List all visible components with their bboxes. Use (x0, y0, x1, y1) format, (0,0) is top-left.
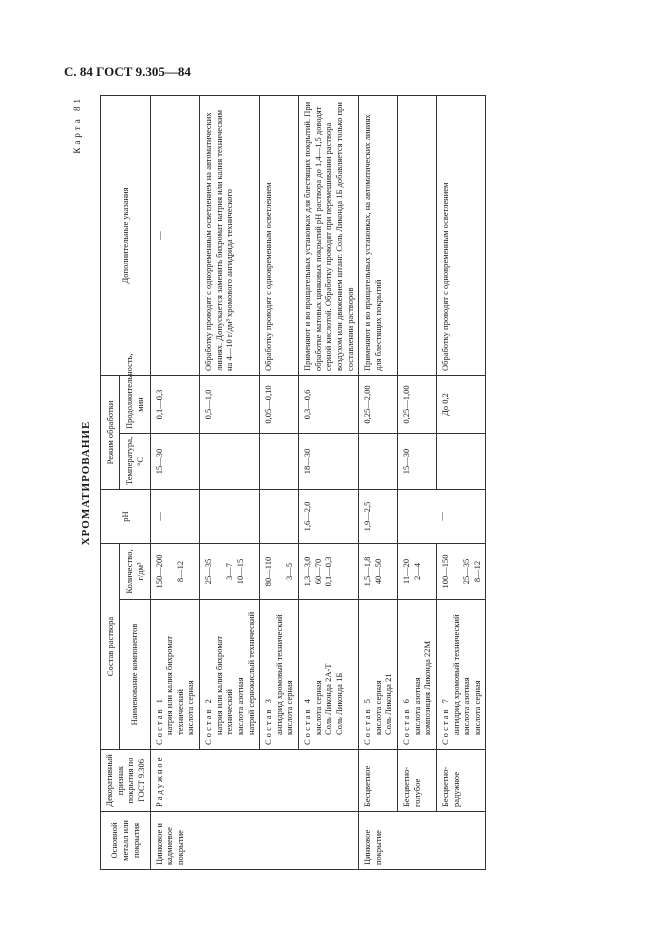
quantity: 8—12 (471, 560, 482, 583)
notes-cell: Обработку проводят с одновременным осветлением (436, 96, 486, 376)
component: кислота серная (284, 680, 295, 735)
quantity: 100—150 (439, 554, 450, 589)
ph-cell: — (150, 490, 200, 544)
component: натрия или калия бихромат технический (213, 636, 235, 735)
notes-cell (398, 96, 437, 376)
component: натрий сернокислый технический (245, 611, 256, 735)
col-mode: Режим обработки (101, 376, 120, 490)
page-header: С. 84 ГОСТ 9.305—84 (64, 64, 191, 79)
temp-cell: 18—30 (299, 434, 359, 490)
notes-cell: Применяют и во вращательных установках для блестящих покрытий. При обработке матовых цинковых покрытий рН раствора до 1,4—1,5 доводят серной кислотой. Обработку проводят при перемешивании раствора воздухом или движением штанг. Соль Ликонда 1Б добавляется только при составлении растворов (299, 96, 359, 376)
quantity: 1,3—3,0 (302, 556, 312, 587)
quantity: 3—7 (224, 563, 235, 580)
quantity: 80—110 (263, 556, 274, 587)
component: кислота серная (312, 680, 323, 735)
col-duration: Продолжительность, мин (120, 376, 150, 434)
component: Соль Ликонда 21 (383, 673, 394, 735)
duration-cell: 0,25—1,00 (398, 376, 437, 434)
composition-name: Состав 1 (153, 697, 164, 745)
component: кислота азотная (411, 677, 422, 735)
component: композиция Ликонда 22М (422, 640, 433, 735)
quantity: 11—20 (401, 558, 411, 585)
card-label: Карта 81 (72, 96, 82, 154)
quantity: 3—5 (284, 563, 295, 580)
col-composition: Состав раствора (101, 544, 120, 750)
components-cell (299, 600, 359, 750)
metal-cell: Цинковое и кадмиевое покрытие (150, 812, 359, 870)
col-metal: Основной металл или покрытия (101, 812, 151, 870)
components-cell (260, 600, 299, 750)
duration-cell: 0,05—0,10 (260, 376, 299, 434)
col-notes: Дополнительные указания (101, 96, 151, 376)
component: кислота азотная (234, 677, 245, 735)
table-row (398, 96, 437, 870)
quantity-cell (398, 544, 437, 600)
table-row (359, 96, 398, 870)
quantity: 10—15 (234, 558, 245, 585)
temp-cell (200, 434, 260, 490)
composition-name: Состав 3 (263, 697, 274, 745)
col-decor: Декоративный признак покрытия по ГОСТ 9.306 (101, 750, 151, 812)
ph-cell: 1,6—2,0 (299, 490, 359, 544)
quantity: 60—70 (312, 558, 323, 585)
page-title: ХРОМАТИРОВАНИЕ (80, 420, 92, 546)
components-cell (359, 600, 398, 750)
composition-name: Состав 5 (362, 697, 373, 745)
notes-cell: — (150, 96, 200, 376)
notes-cell: Применяют и во вращательных установках, на автоматических линиях для блестящих покрытий (359, 96, 398, 376)
ph-cell (200, 490, 260, 544)
quantity-cell (260, 544, 299, 600)
component: кислота азотная (461, 677, 472, 735)
quantity-cell (299, 544, 359, 600)
temp-cell (260, 434, 299, 490)
composition-name: Состав 4 (302, 697, 312, 745)
col-ph: pH (101, 490, 151, 544)
quantity: 150—200 (153, 554, 164, 589)
decor-cell: Бесцветное (359, 750, 398, 812)
table-row (150, 96, 200, 870)
component: Соль Ликонда 1Б (333, 672, 344, 735)
quantity: 0,1—0,3 (323, 556, 334, 587)
ph-cell: — (398, 490, 486, 544)
duration-cell: 0,3—0,6 (299, 376, 359, 434)
duration-cell: 0,5—1,0 (200, 376, 260, 434)
temp-cell (436, 434, 486, 490)
col-components: Наименование компонентов (120, 600, 150, 750)
temp-cell (359, 434, 398, 490)
component: ангидрид хромовый технический (450, 614, 461, 735)
component: кислота серная (372, 680, 383, 735)
quantity: 40—50 (372, 558, 383, 585)
temp-cell: 15—30 (150, 434, 200, 490)
component: Соль Ликонда 2А-Т (323, 663, 334, 735)
ph-cell: 1,9—2,5 (359, 490, 398, 544)
duration-cell: 0,1—0,3 (150, 376, 200, 434)
quantity: 8—12 (174, 560, 185, 583)
component: ангидрид хромовый технический (273, 614, 284, 735)
decor-cell: Бесцветно-радужное (436, 750, 486, 812)
quantity-cell (150, 544, 200, 600)
notes-cell: Обработку проводят с одновременным осветлением (260, 96, 299, 376)
rotated-page-content (72, 96, 610, 870)
quantity-cell (200, 544, 260, 600)
metal-cell: Цинковое покрытие (359, 812, 486, 870)
quantity-cell (359, 544, 398, 600)
quantity: 25—35 (461, 558, 472, 585)
composition-name: Состав 7 (439, 697, 450, 745)
col-quantity: Количество, г/дм³ (120, 544, 150, 600)
temp-cell: 15—30 (398, 434, 437, 490)
ph-cell (260, 490, 299, 544)
decor-cell: Радужное (150, 750, 359, 812)
quantity: 2—4 (411, 563, 422, 580)
component: кислота серная (471, 680, 482, 735)
composition-name: Состав 6 (401, 697, 411, 745)
decor-cell: Бесцветно-голубое (398, 750, 437, 812)
quantity: 1,5—1,8 (362, 556, 373, 587)
duration-cell: До 0,2 (436, 376, 486, 434)
notes-cell: Обработку проводят с однорременным осветлением на автоматических линиях. Допускается заменить бихромат натрия или калия техническим на 4—10 г/дм³ хромового ангидрида технического (200, 96, 260, 376)
composition-name: Состав 2 (203, 697, 213, 745)
components-cell (200, 600, 260, 750)
quantity: 25—35 (203, 558, 213, 585)
component: кислота серная (185, 680, 196, 735)
components-cell (398, 600, 437, 750)
chromating-table (100, 95, 486, 870)
components-cell (150, 600, 200, 750)
quantity-cell (436, 544, 486, 600)
duration-cell: 0,25—2,00 (359, 376, 398, 434)
table-row (436, 96, 486, 870)
components-cell (436, 600, 486, 750)
col-temp: Температура, °С (120, 434, 150, 490)
component: натрия или калия бихромат технический (164, 636, 185, 735)
